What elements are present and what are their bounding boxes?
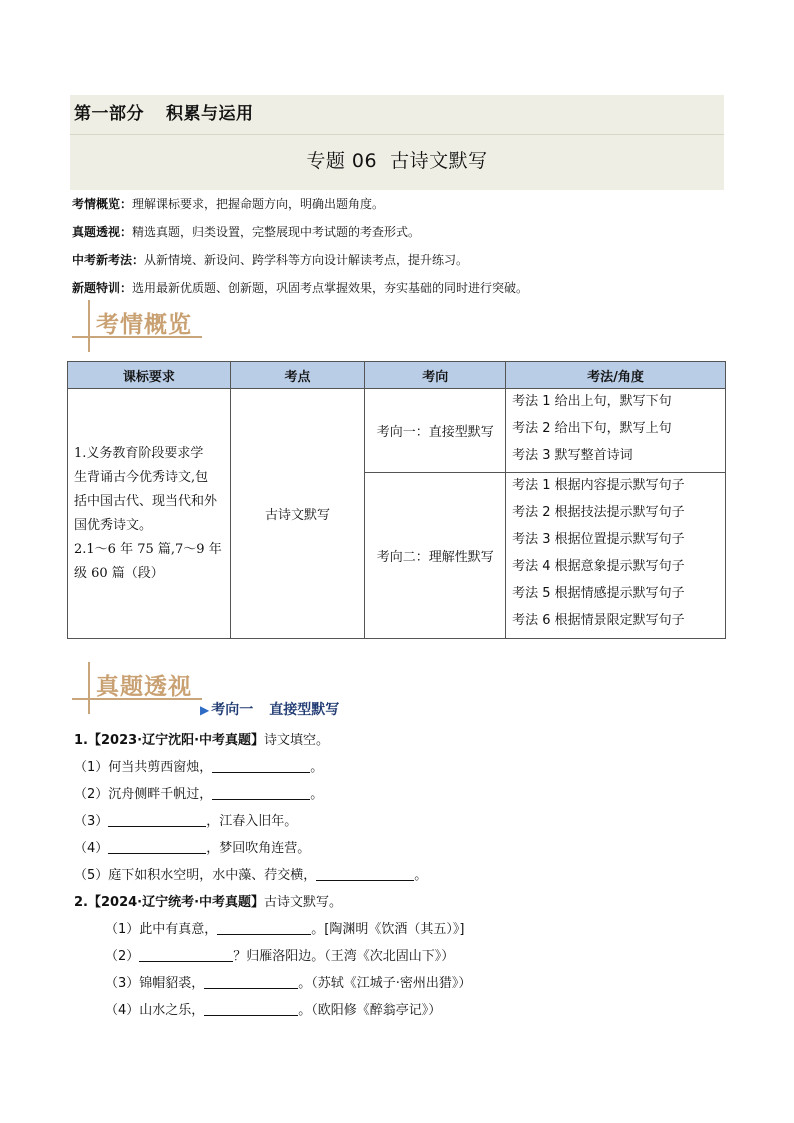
question-item: （2） ？归雁洛阳边。（王湾《次北固山下》） — [105, 949, 455, 964]
question-item: （3）锦帽貂裘， 。（苏轼《江城子·密州出猎》） — [105, 976, 472, 991]
part-title — [74, 99, 254, 124]
question-item: （2）沉舟侧畔千帆过， 。 — [74, 787, 324, 802]
point-cell: 古诗文默写 — [230, 389, 365, 639]
answer-blank[interactable] — [139, 947, 233, 962]
table-header-row — [68, 362, 726, 389]
question-item: （1）何当共剪西窗烛， 。 — [74, 760, 324, 775]
intro-line: 中考新考法：从新情境、新设问、跨学科等方向设计解读考点，提升练习。 — [72, 253, 469, 267]
answer-blank[interactable] — [204, 974, 298, 989]
part-label: 第一部分 — [74, 104, 144, 124]
section-title: 考情概览 — [96, 312, 192, 338]
answer-blank[interactable] — [316, 866, 414, 881]
questions-block — [74, 727, 734, 1024]
syllabus-table — [67, 361, 726, 639]
table-row — [68, 389, 726, 473]
table-header: 考点 — [230, 362, 365, 389]
question-item: （5）庭下如积水空明，水中藻、荇交横， 。 — [74, 868, 428, 883]
question-item: （3） ，江春入旧年。 — [74, 814, 298, 829]
table-header: 考向 — [365, 362, 506, 389]
heading-vertical-rule — [88, 662, 90, 714]
question-item: （4） ，梦回吹角连营。 — [74, 841, 311, 856]
subsection-heading: ▶ 考向一 直接型默写 — [200, 702, 340, 718]
section-heading-overview — [72, 300, 212, 354]
methods-cell: 考法 1 给出上句，默写下句 考法 2 给出下句，默写上句 考法 3 默写整首诗词 — [506, 389, 726, 473]
answer-blank[interactable] — [108, 839, 206, 854]
answer-blank[interactable] — [217, 920, 311, 935]
intro-block — [72, 190, 732, 302]
question-item: （4）山水之乐， 。（欧阳修《醉翁亭记》） — [105, 1003, 442, 1018]
question-title: 2.【2024·辽宁统考·中考真题】古诗文默写。 — [74, 895, 343, 910]
triangle-bullet-icon: ▶ — [200, 703, 210, 717]
heading-vertical-rule — [88, 300, 90, 352]
answer-blank[interactable] — [212, 758, 310, 773]
intro-line: 新题特训：选用最新优质题、创新题，巩固考点掌握效果，夯实基础的同时进行突破。 — [72, 281, 529, 295]
intro-line: 真题透视：精选真题，归类设置，完整展现中考试题的考查形式。 — [72, 225, 421, 239]
requirement-cell: 1.义务教育阶段要求学 生背诵古今优秀诗文,包 括中国古代、现当代和外 国优秀诗文。 2.1～6 年 75 篇,7～9 年 级 60 篇（段） — [68, 389, 231, 639]
section-title: 真题透视 — [96, 674, 192, 700]
part-name: 积累与运用 — [166, 104, 254, 124]
table-header: 考法/角度 — [506, 362, 726, 389]
methods-cell: 考法 1 根据内容提示默写句子 考法 2 根据技法提示默写句子 考法 3 根据位置提示默写句子 考法 4 根据意象提示默写句子 考法 5 根据情感提示默写句子 考法 6 根据情景限定默写句子 — [506, 473, 726, 639]
question-item: （1）此中有真意， 。[陶渊明《饮酒（其五）》] — [105, 922, 465, 937]
table-header: 课标要求 — [68, 362, 231, 389]
intro-line: 考情概览：理解课标要求，把握命题方向，明确出题角度。 — [72, 197, 385, 211]
direction-cell: 考向二：理解性默写 — [365, 473, 506, 639]
header-divider — [70, 134, 724, 135]
section-heading-exam — [72, 662, 212, 716]
direction-cell: 考向一：直接型默写 — [365, 389, 506, 473]
answer-blank[interactable] — [108, 812, 206, 827]
answer-blank[interactable] — [204, 1001, 298, 1016]
topic-title: 专题 06 古诗文默写 — [306, 150, 488, 172]
answer-blank[interactable] — [212, 785, 310, 800]
question-title: 1.【2023·辽宁沈阳·中考真题】诗文填空。 — [74, 733, 330, 748]
